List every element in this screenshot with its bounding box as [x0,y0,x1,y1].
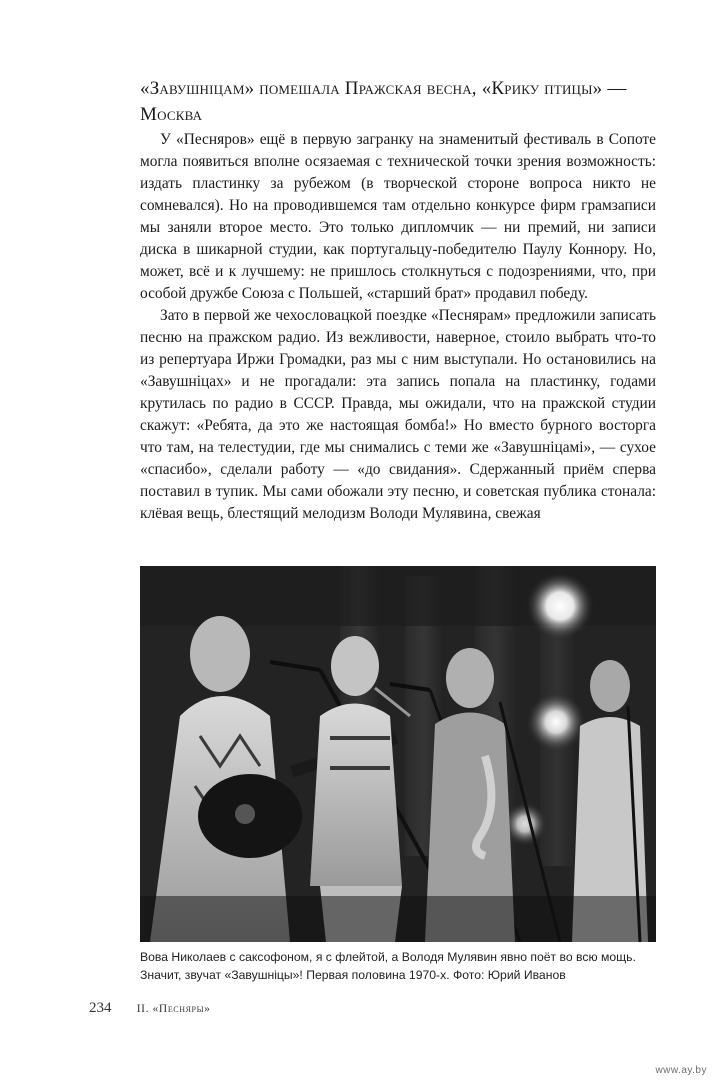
photo-caption: Вова Николаев с саксофоном, я с флейтой, а Володя Мулявин явно поёт во всю мощь. Значит, звучат «Завушніцы»! Первая половина 1970-х. Фото: Юрий Иванов [140,950,636,982]
paragraph-1: У «Песняров» ещё в первую загранку на знаменитый фестиваль в Сопоте могла появиться вполне осязаемая с технической точки зрения возможность: издать пластинку за рубежом (в творческой стороне вопроса никто не сомневался). Но на проводившемся там отдельно конкурсе фирм грамзаписи мы заняли второе место. Это только дипломчик — ни премий, ни записи диска в шикарной студии, как португальцу-победителю Паулу Коннору. Но, может, всё и к лучшему: не пришлось столкнуться с подозрениями, что, при особой дружбе Союза с Польшей, «старший брат» продавил победу. [140,131,656,302]
paragraph-2: Зато в первой же чехословацкой поездке «Песнярам» предложили записать песню на пражском радио. Из вежливости, наверное, стоило выбрать что-то из репертуара Иржи Громадки, раз мы с ним выступали. Но остановились на «Завушніцах» и не прогадали: эта запись попала на пластинку, годами крутилась по радио в СССР. Правда, мы ожидали, что на пражской студии скажут: «Ребята, да это же настоящая бомба!» Но вместо бурного восторга что там, на телестудии, где мы снимались с теми же «Завушніцамі», — сухое «спасибо», сделали работу — «до свидания». Сдержанный приём сперва поставил в тупик. Мы сами обожали эту песню, и советская публика стонала: клёвая вещь, блестящий мелодизм Володи Мулявина, свежая [140,307,656,522]
body-text [140,129,656,525]
section-heading: «Завушніцам» помешала Пражская весна, «Крику птицы» — Москва [140,78,627,125]
page-number: 234 [89,1000,112,1016]
page-footer [89,998,211,1019]
concert-photo [140,566,656,942]
watermark: www.ay.by [655,1065,707,1076]
concert-photo-illustration [140,566,656,942]
running-head: II. «Песняры» [136,1003,211,1015]
